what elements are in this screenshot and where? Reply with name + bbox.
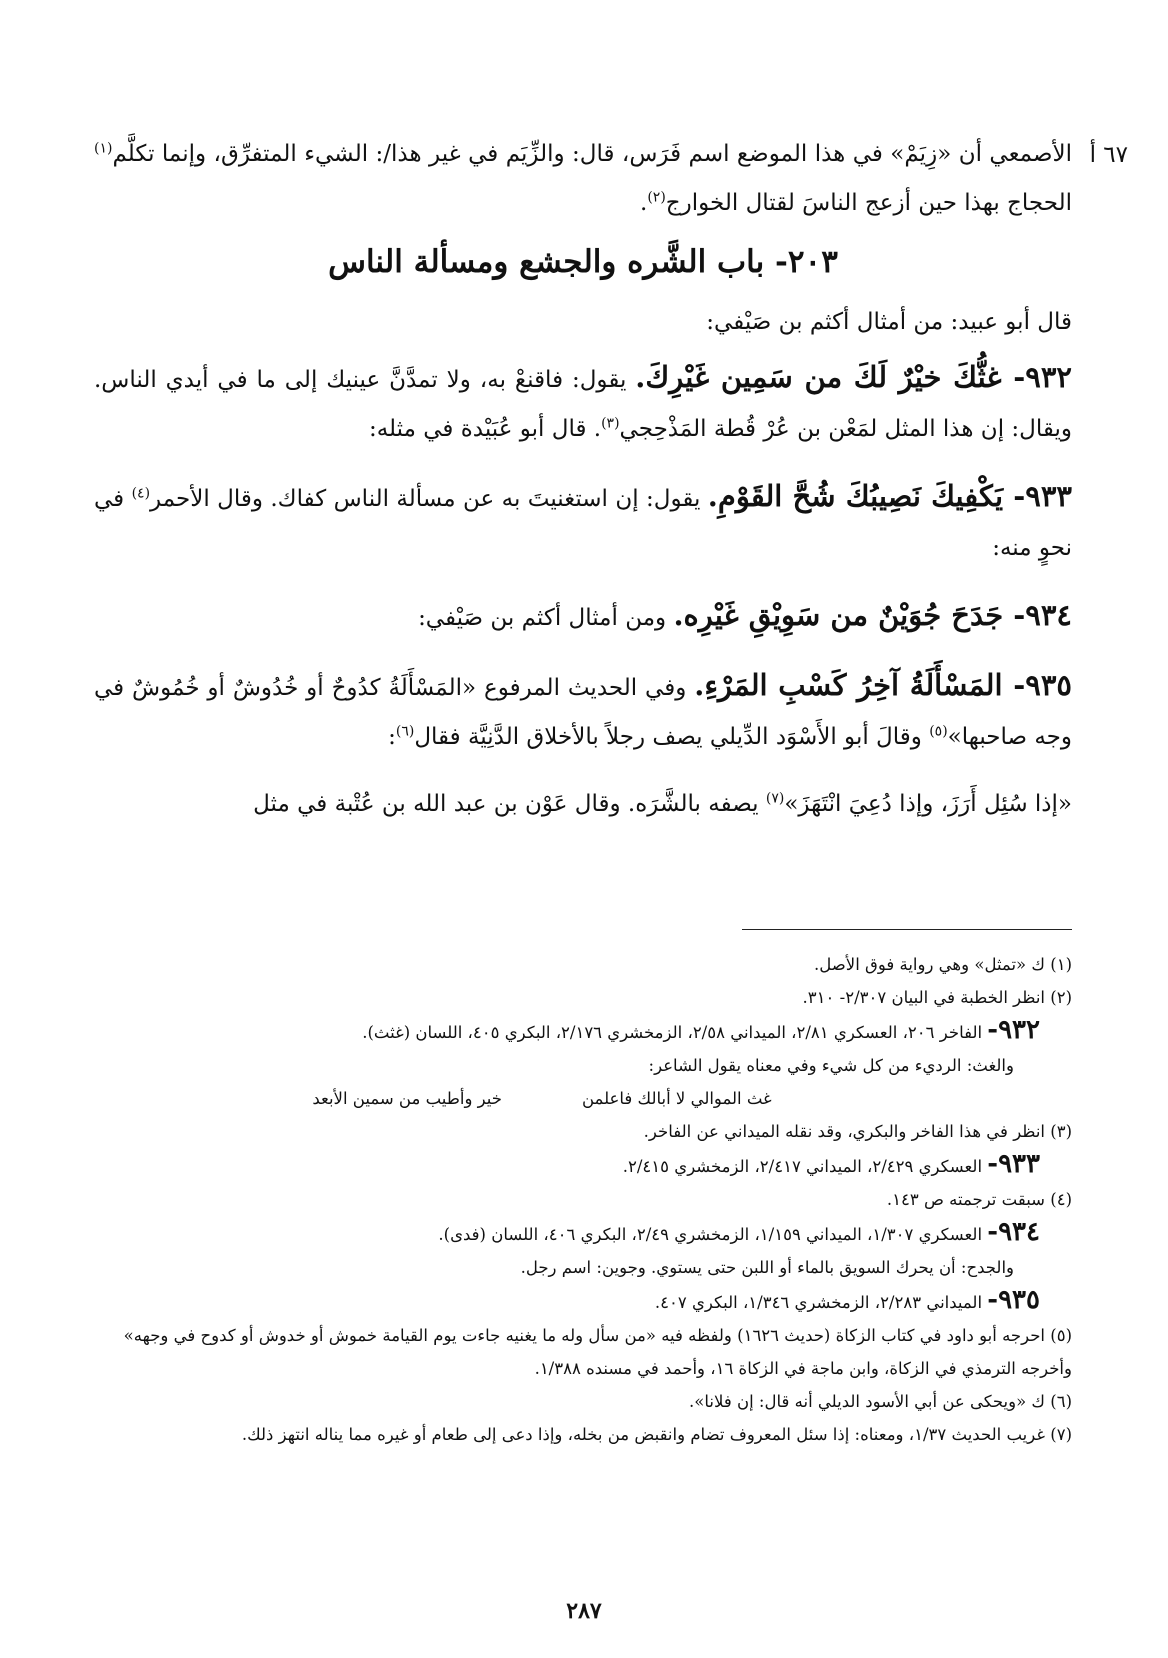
source-note-932 xyxy=(72,1014,1072,1049)
entry-933 xyxy=(94,472,1072,573)
entry-number: ٩٣٢- xyxy=(1013,360,1073,394)
margin-marker: ٦٧ أ xyxy=(1089,142,1128,168)
footnote-ref[interactable]: (٣) xyxy=(601,415,620,432)
text-run: «إذا سُئِل أَرَزَ، وإذا دُعِيَ انْتَهَزَ» xyxy=(784,791,1072,817)
footnote-4: (٤) سبقت ترجمته ص ١٤٣. xyxy=(886,1190,1072,1209)
page-number: ٢٨٧ xyxy=(566,1598,602,1624)
footnote-ref[interactable]: (٧) xyxy=(765,790,785,807)
text-run: في نحوٍ منه: xyxy=(94,486,1072,561)
gloss-934: والجدح: أن يحرك السويق بالماء أو اللبن حتى يستوي. وجوين: اسم رجل. xyxy=(520,1258,1014,1277)
entry-934 xyxy=(94,591,1072,643)
source-note-935 xyxy=(72,1284,1072,1319)
proverb: المَسْأَلَةُ آخِرُ كَسْبِ المَرْءِ. xyxy=(694,668,1014,702)
gloss-932: والغث: الرديء من كل شيء وفي معناه يقول الشاعر: xyxy=(648,1056,1014,1075)
source-note-933 xyxy=(72,1148,1072,1183)
entry-935 xyxy=(94,661,1072,762)
footnote-1: (١) ك «تمثل» وهي رواية فوق الأصل. xyxy=(814,955,1072,974)
text-run: الحجاج بهذا حين أزعج الناسَ لقتال الخوارج xyxy=(665,190,1072,216)
text-run: الفاخر ٢٠٦، العسكري ٢/٨١، الميداني ٢/٥٨، الزمخشري ٢/١٧٦، البكري ٤٠٥، اللسان (غثث). xyxy=(362,1023,988,1042)
proverb: غثُّكَ خيْرٌ لَكَ من سَمِين غَيْرِكَ. xyxy=(635,360,1014,394)
text-run: . قال أبو عُبَيْدة في مثله: xyxy=(368,416,602,442)
paragraph-opening xyxy=(94,130,1072,228)
text-run: ومن أمثال أكثم بن صَيْفي: xyxy=(418,605,674,631)
entry-number: ٩٣٣- xyxy=(1013,479,1072,513)
footnote-divider xyxy=(742,929,1072,930)
entry-number: ٩٣٥- xyxy=(1013,668,1072,702)
text-run: الميداني ٢/٢٨٣، الزمخشري ١/٣٤٦، البكري ٤٠٧. xyxy=(654,1293,988,1312)
entry-932 xyxy=(94,353,1072,454)
footnote-7: (٧) غريب الحديث ١/٣٧، ومعناه: إذا سئل المعروف تضام وانقبض من بخله، وإذا دعى إلى طعام أو غيره مما يناله انتهز ذلك. xyxy=(241,1425,1072,1444)
footnote-2: (٢) انظر الخطبة في البيان ٢/٣٠٧- ٣١٠. xyxy=(802,988,1072,1007)
text-run: وفي الحديث المرفوع «المَسْأَلَةُ كدُوحٌ أو خُدُوشٌ أو خُمُوشٌ في وجه صاحبها» xyxy=(94,675,1072,750)
text-run: العسكري ١/٣٠٧، الميداني ١/١٥٩، الزمخشري ٢/٤٩، البكري ٤٠٦، اللسان (فدى). xyxy=(438,1225,988,1244)
footnote-ref[interactable]: (٥) xyxy=(929,723,948,740)
text-run: الأصمعي أن «زِيَمْ» في هذا الموضع اسم فَرَس، قال: والزِّيَم في غير هذا/: الشيء المتفرِّق، وإنما تكلَّم xyxy=(112,141,1072,167)
source-note-934 xyxy=(72,1216,1072,1251)
footnote-3: (٣) انظر في هذا الفاخر والبكري، وقد نقله الميداني عن الفاخر. xyxy=(643,1122,1072,1141)
footnote-ref[interactable]: (٤) xyxy=(131,485,151,502)
entry-number: ٩٣٢- xyxy=(987,1015,1040,1045)
entry-number: ٩٣٤- xyxy=(987,1217,1040,1247)
entry-number: ٩٣٤- xyxy=(1013,598,1072,632)
paragraph-closing xyxy=(94,780,1072,829)
chapter-title: ٢٠٣- باب الشَّره والجشع ومسألة الناس xyxy=(328,244,838,280)
text-run: يقول: فاقنعْ به، ولا تمدَّنَّ عينيك إلى ما في أيدي الناس. ويقال: إن هذا المثل لمَعْن بن عُرْ قُطة المَذْحِجي xyxy=(94,367,1072,442)
text-run: : xyxy=(388,724,396,750)
verse-line xyxy=(72,1082,1072,1115)
paragraph-intro: قال أبو عبيد: من أمثال أكثم بن صَيْفي: xyxy=(706,309,1072,335)
footnote-6: (٦) ك «ويحكى عن أبي الأسود الديلي أنه قال: إن فلانا». xyxy=(689,1392,1072,1411)
main-text xyxy=(94,130,1072,847)
text-run: يصفه بالشَّرَه. وقال عَوْن بن عبد الله بن عُتْبة في مثل xyxy=(253,791,766,817)
footnote-ref[interactable]: (١) xyxy=(94,140,113,157)
verse-hemistich-second: خير وأطيب من سمين الأبعد xyxy=(312,1089,502,1108)
verse-hemistich-first: غث الموالي لا أبالك فاعلمن xyxy=(581,1089,772,1108)
text-run: وقالَ أبو الأَسْوَد الدِّيلي يصف رجلاً بالأخلاق الدَّنِيَّة فقال xyxy=(414,724,930,750)
footnote-ref[interactable]: (٦) xyxy=(395,723,415,740)
entry-number: ٩٣٥- xyxy=(987,1285,1040,1315)
proverb: يَكْفِيكَ نَصِيبُكَ شُحَّ القَوْمِ. xyxy=(707,479,1014,513)
text-run: . xyxy=(640,190,648,216)
footnotes xyxy=(72,948,1072,1451)
text-run: العسكري ٢/٤٢٩، الميداني ٢/٤١٧، الزمخشري ٢/٤١٥. xyxy=(622,1157,988,1176)
entry-number: ٩٣٣- xyxy=(987,1149,1040,1179)
proverb: جَدَحَ جُوَيْنٌ من سَوِيْقِ غَيْرِه. xyxy=(673,598,1014,632)
text-run: يقول: إن استغنيتَ به عن مسألة الناس كفاك. وقال الأحمر xyxy=(150,486,708,512)
footnote-ref[interactable]: (٢) xyxy=(647,189,666,206)
footnote-5: (٥) احرجه أبو داود في كتاب الزكاة (حديث ١٦٢٦) ولفظه فيه «من سأل وله ما يغنيه جاءت يوم القيامة خموش أو خدوش أو كدوح في وجهه» وأخرجه الترمذي في الزكاة، وابن ماجة في الزكاة ١٦، وأحمد في مسنده ١/٣٨٨. xyxy=(123,1326,1072,1378)
